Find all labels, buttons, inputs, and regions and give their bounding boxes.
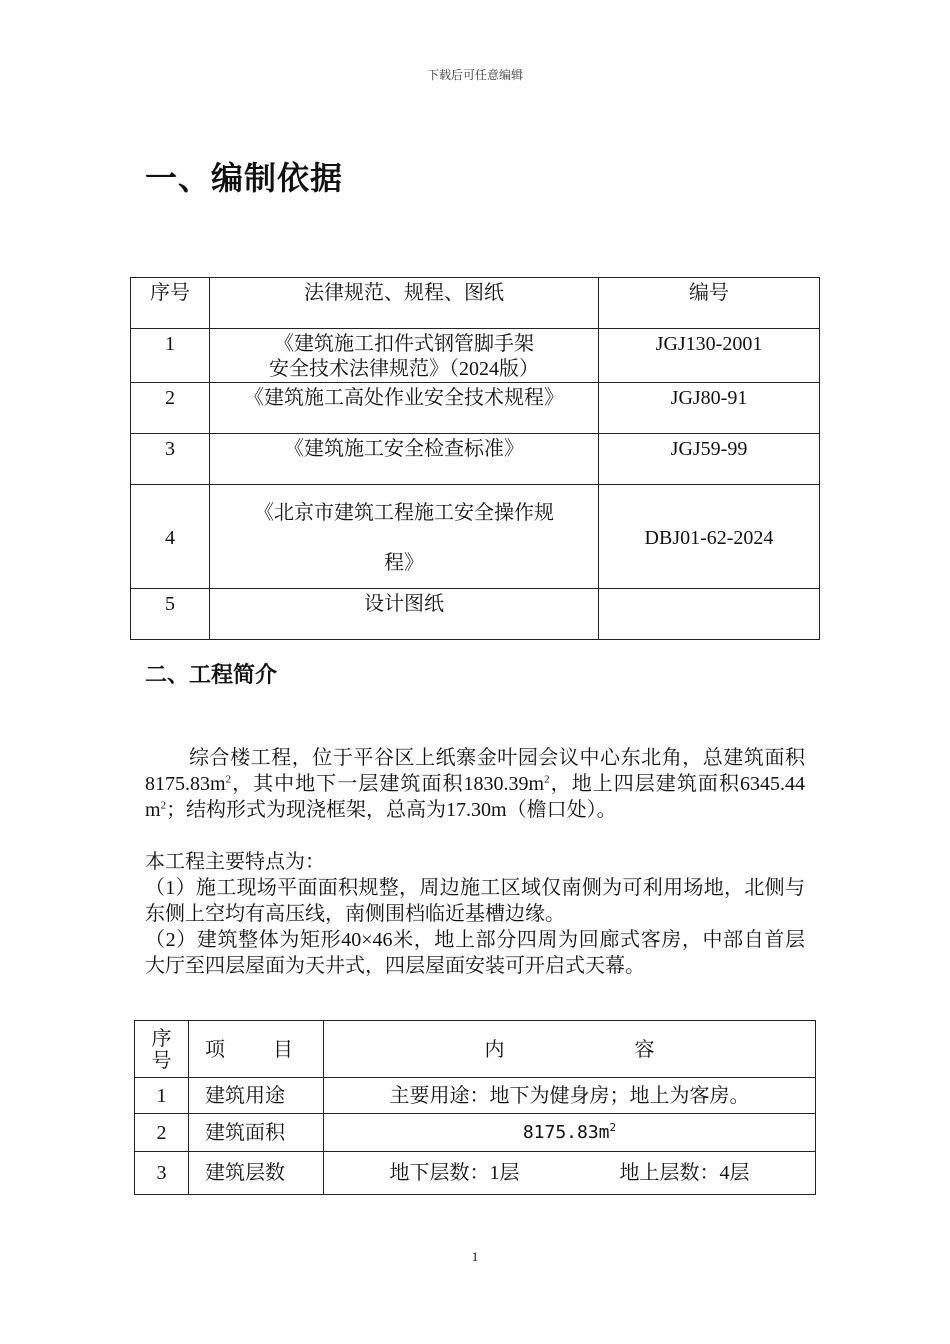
header-item-char: 项 — [205, 1037, 225, 1061]
row-item: 建筑层数 — [189, 1152, 324, 1195]
row-no: 3 — [131, 434, 210, 485]
header-no: 序号 — [131, 278, 210, 329]
row-name-line: 安全技术法律规范》（2024版） — [269, 358, 539, 380]
row-content: 主要用途：地下为健身房；地上为客房。 — [324, 1078, 816, 1114]
intro-text: ；结构形式为现浇框架，总高为17.30m（檐口处）。 — [166, 799, 617, 821]
intro-text: 综合楼工程，位于平谷区上纸寨金叶园会议中心东北角，总建筑面积8175.83m — [145, 747, 805, 795]
row-no: 2 — [135, 1114, 189, 1152]
row-name-line: 《建筑施工扣件式钢管脚手架 — [274, 333, 534, 355]
row-code: JGJ130-2001 — [599, 329, 820, 383]
basis-table — [130, 277, 820, 640]
row-no: 5 — [131, 589, 210, 640]
row-code: JGJ59-99 — [599, 434, 820, 485]
header-note: 下载后可任意编辑 — [426, 68, 523, 82]
header-content-char: 容 — [634, 1037, 655, 1061]
floors-above: 地上层数：4层 — [619, 1162, 750, 1184]
row-no: 1 — [135, 1078, 189, 1114]
table-row — [131, 434, 820, 485]
row-code: DBJ01-62-2024 — [599, 485, 820, 589]
table-row — [135, 1078, 816, 1114]
row-item: 建筑面积 — [189, 1114, 324, 1152]
table-row — [131, 329, 820, 383]
header-no-char: 序 — [151, 1026, 172, 1050]
header-no — [135, 1021, 189, 1078]
row-code — [599, 589, 820, 640]
feature-2: （2）建筑整体为矩形40×46米，地上部分四周为回廊式客房，中部自首层大厅至四层屋面为天井式，四层屋面安装可开启式天幕。 — [145, 929, 805, 977]
row-no: 1 — [131, 329, 210, 383]
table-header-row — [131, 278, 820, 329]
header-no-char: 号 — [151, 1048, 172, 1072]
row-name: 设计图纸 — [210, 589, 599, 640]
feature-1: （1）施工现场平面面积规整，周边施工区域仅南侧为可利用场地，北侧与东侧上空均有高压线，南侧围档临近基槽边缘。 — [145, 877, 805, 925]
row-content — [324, 1114, 816, 1152]
table-row — [131, 485, 820, 589]
header-content-char: 内 — [484, 1037, 505, 1061]
table-row — [135, 1152, 816, 1195]
row-no: 3 — [135, 1152, 189, 1195]
row-content — [324, 1152, 816, 1195]
features-intro: 本工程主要特点为： — [145, 851, 325, 873]
table-row — [131, 589, 820, 640]
info-table — [134, 1020, 816, 1195]
header-item-char: 目 — [273, 1037, 293, 1061]
page-number: 1 — [471, 1249, 479, 1264]
superscript: 2 — [225, 773, 232, 786]
header-content — [324, 1021, 816, 1078]
row-name: 《建筑施工安全检查标准》 — [210, 434, 599, 485]
intro-text: ，其中地下一层建筑面积1830.39m — [231, 773, 545, 795]
row-no: 2 — [131, 383, 210, 434]
row-item: 建筑用途 — [189, 1078, 324, 1114]
intro-text: ，地上四层建筑面积6345.44 m — [145, 773, 806, 821]
header-item — [189, 1021, 324, 1078]
table-row — [135, 1114, 816, 1152]
superscript: 2 — [544, 773, 550, 786]
row-code: JGJ80-91 — [599, 383, 820, 434]
row-name: 《建筑施工高处作业安全技术规程》 — [210, 383, 599, 434]
section-title-overview: 二、工程简介 — [145, 663, 278, 688]
floors-below: 地下层数：1层 — [389, 1162, 520, 1184]
area-value: 8175.83m — [522, 1121, 610, 1143]
table-header-row — [135, 1021, 816, 1078]
row-no: 4 — [131, 485, 210, 589]
superscript: 2 — [160, 799, 167, 812]
intro-paragraph — [145, 745, 805, 823]
superscript: 2 — [609, 1120, 617, 1134]
row-name — [210, 329, 599, 383]
table-row — [131, 383, 820, 434]
section-title-basis: 一、编制依据 — [145, 159, 344, 197]
row-name — [210, 485, 599, 589]
header-name: 法律规范、规程、图纸 — [210, 278, 599, 329]
row-name-line: 《北京市建筑工程施工安全操作规 — [254, 502, 554, 524]
row-name-line: 程》 — [384, 552, 424, 574]
header-code: 编号 — [599, 278, 820, 329]
